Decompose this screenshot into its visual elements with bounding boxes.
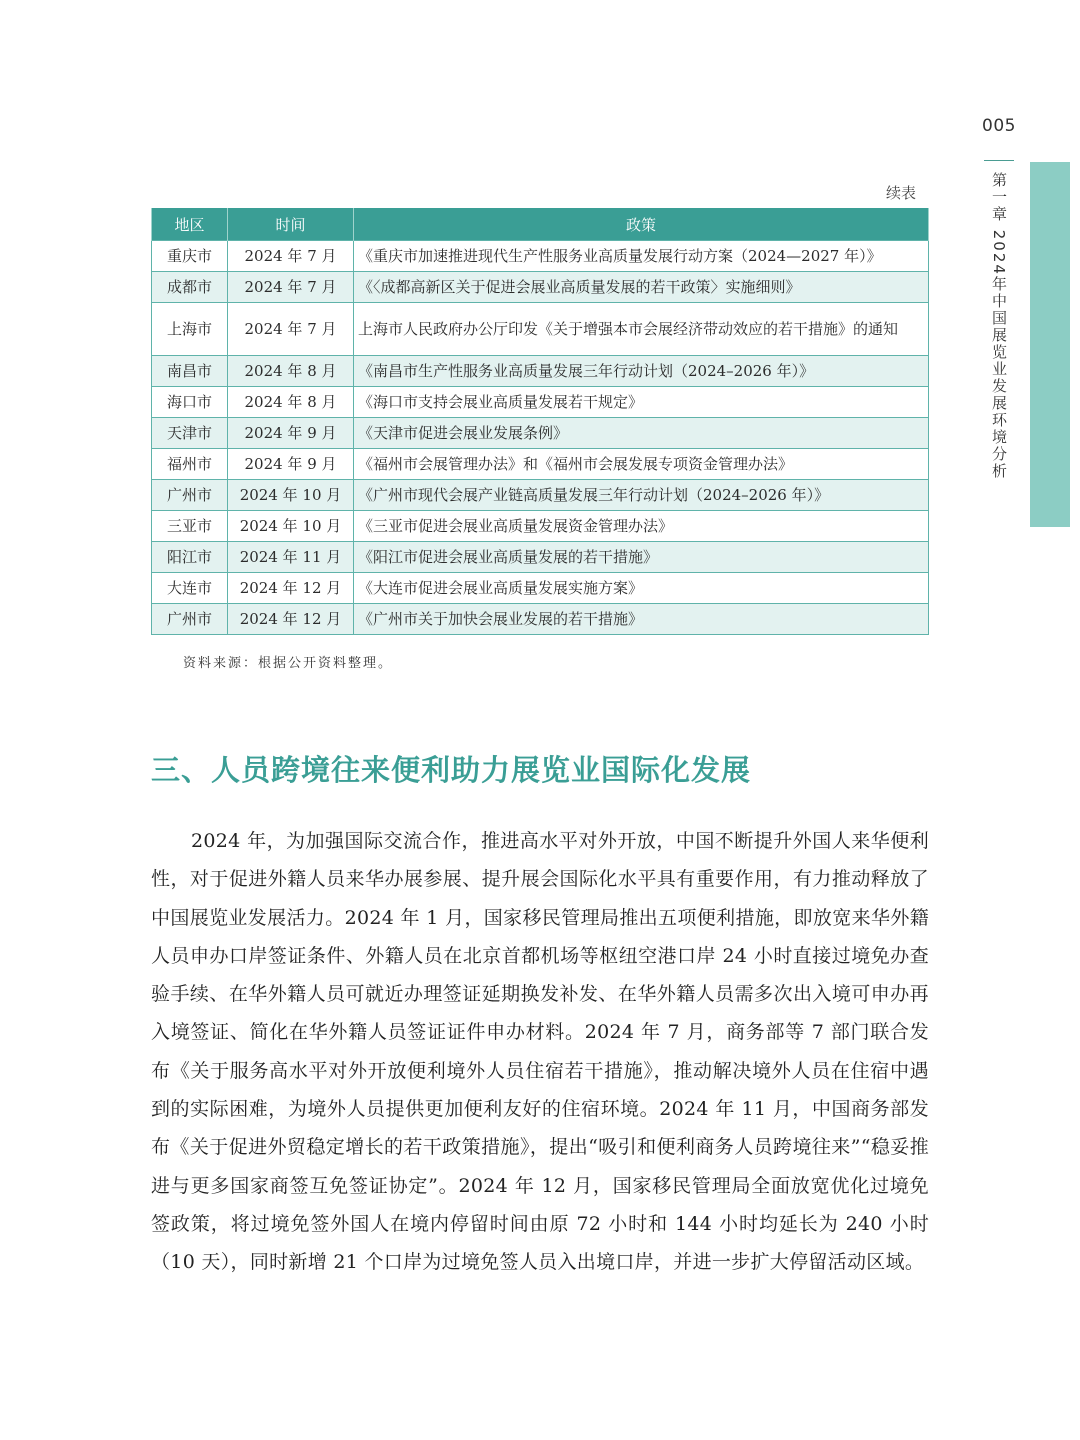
policy-cell: 《天津市促进会展业发展条例》 (354, 418, 929, 449)
policy-cell: 《广州市关于加快会展业发展的若干措施》 (354, 604, 929, 635)
time-cell: 2024 年 10 月 (228, 511, 354, 542)
region-cell: 海口市 (152, 387, 228, 418)
table-row (152, 604, 929, 635)
region-cell: 三亚市 (152, 511, 228, 542)
time-cell: 2024 年 7 月 (228, 241, 354, 272)
table-row (152, 480, 929, 511)
time-cell: 2024 年 8 月 (228, 387, 354, 418)
time-cell: 2024 年 10 月 (228, 480, 354, 511)
time-cell: 2024 年 7 月 (228, 303, 354, 356)
policy-cell: 上海市人民政府办公厅印发《关于增强本市会展经济带动效应的若干措施》的通知 (354, 303, 929, 356)
policy-cell: 《南昌市生产性服务业高质量发展三年行动计划（2024–2026 年）》 (354, 356, 929, 387)
region-cell: 阳江市 (152, 542, 228, 573)
region-cell: 成都市 (152, 272, 228, 303)
region-cell: 广州市 (152, 604, 228, 635)
table-row (152, 356, 929, 387)
table-row (152, 449, 929, 480)
time-cell: 2024 年 8 月 (228, 356, 354, 387)
table-row (152, 241, 929, 272)
table-row (152, 573, 929, 604)
policy-cell: 《广州市现代会展产业链高质量发展三年行动计划（2024–2026 年）》 (354, 480, 929, 511)
table-row (152, 542, 929, 573)
table-source-note: 资料来源：根据公开资料整理。 (183, 656, 394, 671)
policy-cell: 《三亚市促进会展业高质量发展资金管理办法》 (354, 511, 929, 542)
table-row (152, 418, 929, 449)
region-cell: 南昌市 (152, 356, 228, 387)
table-row (152, 511, 929, 542)
region-cell: 重庆市 (152, 241, 228, 272)
policy-cell: 《重庆市加速推进现代生产性服务业高质量发展行动方案（2024—2027 年）》 (354, 241, 929, 272)
time-cell: 2024 年 12 月 (228, 604, 354, 635)
time-cell: 2024 年 9 月 (228, 418, 354, 449)
region-cell: 天津市 (152, 418, 228, 449)
policy-cell: 《〈成都高新区关于促进会展业高质量发展的若干政策〉实施细则》 (354, 272, 929, 303)
section-heading: 三、人员跨境往来便利助力展览业国际化发展 (151, 753, 752, 787)
time-cell: 2024 年 9 月 (228, 449, 354, 480)
region-cell: 上海市 (152, 303, 228, 356)
column-header-region: 地区 (152, 208, 228, 241)
time-cell: 2024 年 12 月 (228, 573, 354, 604)
table-row (152, 387, 929, 418)
column-header-time: 时间 (228, 208, 354, 241)
time-cell: 2024 年 7 月 (228, 272, 354, 303)
time-cell: 2024 年 11 月 (228, 542, 354, 573)
table-header-row (152, 208, 929, 241)
policy-cell: 《福州市会展管理办法》和《福州市会展发展专项资金管理办法》 (354, 449, 929, 480)
body-paragraph: 2024 年，为加强国际交流合作，推进高水平对外开放，中国不断提升外国人来华便利性，对于促进外籍人员来华办展参展、提升展会国际化水平具有重要作用，有力推动释放了中国展览业发展活力。2024 年 1 月，国家移民管理局推出五项便利措施，即放宽来华外籍人员申办口岸签证条件、外籍人员在北京首都机场等枢纽空港口岸 24 小时直接过境免办查验手续、在华外籍人员可就近办理签证延期换发补发、在华外籍人员需多次出入境可申办再入境签证、简化在华外籍人员签证证件申办材料。2024 年 7 月，商务部等 7 部门联合发布《关于服务高水平对外开放便利境外人员住宿若干措施》，推动解决境外人员在住宿中遇到的实际困难，为境外人员提供更加便利友好的住宿环境。2024 年 11 月，中国商务部发布《关于促进外贸稳定增长的若干政策措施》，提出“吸引和便利商务人员跨境往来”“稳妥推进与更多国家商签互免签证协定”。2024 年 12 月，国家移民管理局全面放宽优化过境免签政策，将过境免签外国人在境内停留时间由原 72 小时和 144 小时均延长为 240 小时（10 天），同时新增 21 个口岸为过境免签人员入出境口岸，并进一步扩大停留活动区域。 (151, 830, 929, 1274)
region-cell: 大连市 (152, 573, 228, 604)
policy-cell: 《大连市促进会展业高质量发展实施方案》 (354, 573, 929, 604)
column-header-policy: 政策 (354, 208, 929, 241)
chapter-tab (1030, 162, 1070, 527)
policy-cell: 《阳江市促进会展业高质量发展的若干措施》 (354, 542, 929, 573)
table-row (152, 272, 929, 303)
page-number: 005 (982, 116, 1016, 136)
region-cell: 福州市 (152, 449, 228, 480)
policy-table (151, 208, 929, 635)
table-row (152, 303, 929, 356)
chapter-title: 第一章 2024年中国展览业发展环境分析 (990, 172, 1008, 480)
continued-label: 续表 (886, 184, 917, 202)
policy-cell: 《海口市支持会展业高质量发展若干规定》 (354, 387, 929, 418)
side-rule (984, 160, 1014, 161)
region-cell: 广州市 (152, 480, 228, 511)
